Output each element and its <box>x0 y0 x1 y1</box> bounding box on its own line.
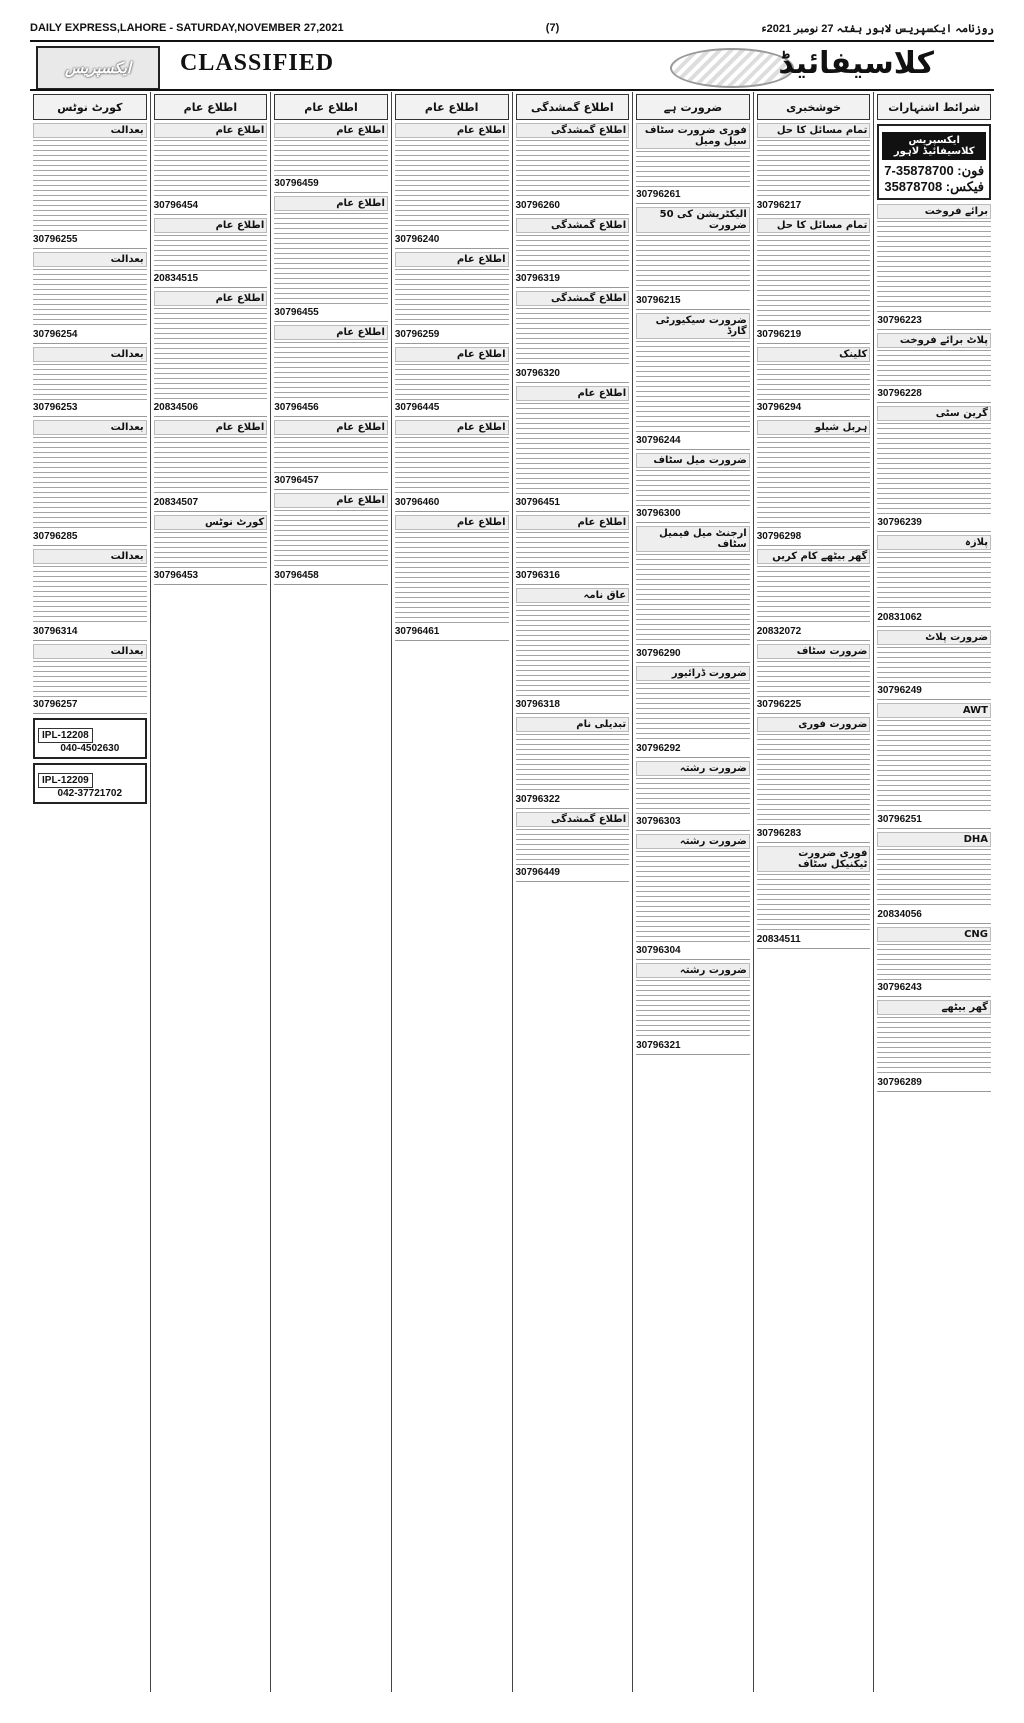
ad-body-text <box>877 552 991 610</box>
classified-ad <box>877 832 991 924</box>
ad-phone: 30796259 <box>394 329 440 340</box>
ad-phone: 30796303 <box>636 816 681 827</box>
ad-title: کلینک <box>757 347 871 362</box>
ad-body-text <box>33 364 147 400</box>
classified-ad <box>395 515 509 641</box>
bottom-notice <box>33 763 147 804</box>
ad-phone: 30796285 <box>33 531 78 542</box>
classified-ad <box>516 588 630 714</box>
classified-ad <box>516 717 630 809</box>
bottom-notice <box>33 718 147 759</box>
ad-body-text <box>274 213 388 305</box>
ad-title: گھر بیٹھے کام کریں <box>757 549 871 564</box>
classified-ad <box>33 252 147 344</box>
ad-title: اطلاع عام <box>154 123 268 138</box>
ad-body-text <box>877 423 991 515</box>
classified-ad <box>877 1000 991 1092</box>
ad-body-text <box>33 140 147 232</box>
ad-phone: 20834515 <box>153 273 199 284</box>
top-rule <box>30 40 994 42</box>
column-heading: اطلاع گمشدگی <box>516 94 630 120</box>
ad-title: تمام مسائل کا حل <box>757 123 871 138</box>
column-heading: اطلاع عام <box>154 94 268 120</box>
classified-ad <box>274 196 388 322</box>
megaphone-icon <box>670 48 794 88</box>
ad-title: اطلاع گمشدگی <box>516 812 630 827</box>
ad-phone: 30796292 <box>636 743 681 754</box>
notice-phone: 040-4502630 <box>60 743 120 754</box>
ad-phone: 30796255 <box>33 234 78 245</box>
column-heading: شرائط اشتہارات <box>877 94 991 120</box>
ad-title: اطلاع گمشدگی <box>516 123 630 138</box>
ad-body-text <box>516 235 630 271</box>
ad-title: اطلاع عام <box>395 420 509 435</box>
ad-title: اطلاع عام <box>154 420 268 435</box>
classified-title-en: CLASSIFIED <box>180 50 335 76</box>
classified-ad <box>636 453 750 523</box>
ad-title: بعدالت <box>33 420 147 435</box>
ad-phone: 20834056 <box>877 909 922 920</box>
classified-ad <box>274 493 388 585</box>
classified-ad <box>636 123 750 204</box>
ad-title: اطلاع عام <box>516 386 630 401</box>
classified-ad <box>516 291 630 383</box>
ad-title: بعدالت <box>33 123 147 138</box>
ad-body-text <box>154 308 268 400</box>
ad-title: اطلاع عام <box>516 515 630 530</box>
ad-title: ضرورت سیکیورٹی گارڈ <box>636 313 750 339</box>
notice-phone: 042-37721702 <box>57 788 123 799</box>
classified-ad <box>154 123 268 215</box>
ad-body-text <box>516 403 630 495</box>
ad-title: برائے فروخت <box>877 204 991 219</box>
ad-title: ضرورت رشتہ <box>636 963 750 978</box>
ad-title: فوری ضرورت سٹاف سیل ومیل <box>636 123 750 149</box>
classified-ad <box>757 846 871 949</box>
ad-body-text <box>395 437 509 495</box>
ad-body-text <box>877 720 991 812</box>
ad-title: اطلاع عام <box>274 123 388 138</box>
ad-phone: 30796456 <box>274 402 319 413</box>
classified-ad <box>636 666 750 758</box>
classified-ad <box>154 291 268 417</box>
ad-column <box>30 92 150 1692</box>
masthead-right: روزنامہ ایکسپریس لاہور ہفتہ 27 نومبر 2021ء <box>761 22 994 35</box>
column-heading: اطلاع عام <box>274 94 388 120</box>
classified-ad <box>636 526 750 663</box>
section-header <box>30 46 994 88</box>
ad-body-text <box>33 661 147 697</box>
ad-phone: 30796304 <box>636 945 681 956</box>
classified-ad <box>274 325 388 417</box>
ad-phone: 30796254 <box>33 329 78 340</box>
ad-phone: 20831062 <box>877 612 922 623</box>
ad-phone: 20832072 <box>756 626 802 637</box>
classified-ad <box>33 123 147 249</box>
ad-phone: 30796451 <box>515 497 560 508</box>
ad-title: پلاٹ برائے فروخت <box>877 333 991 348</box>
ad-title: ضرورت پلاٹ <box>877 630 991 645</box>
ad-body-text <box>757 437 871 529</box>
classified-ad <box>636 207 750 310</box>
ad-body-text <box>516 605 630 697</box>
ad-title: تبدیلی نام <box>516 717 630 732</box>
ad-body-text <box>877 647 991 683</box>
ad-body-text <box>877 350 991 386</box>
ad-title: CNG <box>877 927 991 942</box>
classified-ad <box>877 204 991 330</box>
classified-ad <box>636 761 750 831</box>
ad-title: اطلاع عام <box>395 347 509 362</box>
ad-body-text <box>516 734 630 792</box>
classified-ad <box>274 420 388 490</box>
classified-ad <box>33 549 147 641</box>
ad-title: اطلاع عام <box>154 291 268 306</box>
ad-title: ضرورت رشتہ <box>636 761 750 776</box>
ad-body-text <box>757 661 871 697</box>
ad-phone: 30796454 <box>153 200 199 211</box>
ad-body-text <box>877 1017 991 1075</box>
ad-phone: 30796318 <box>515 699 560 710</box>
ad-phone: 30796460 <box>394 497 440 508</box>
ad-body-text <box>154 532 268 568</box>
ad-title: اطلاع عام <box>274 493 388 508</box>
ad-phone: 30796453 <box>153 570 199 581</box>
ad-phone: 30796294 <box>756 402 802 413</box>
ad-body-text <box>757 140 871 198</box>
classified-ad <box>877 703 991 829</box>
ad-body-text <box>274 140 388 176</box>
ad-phone: 30796219 <box>756 329 802 340</box>
ad-columns <box>30 92 994 1692</box>
ad-phone: 30796319 <box>515 273 560 284</box>
classified-ad <box>154 515 268 585</box>
ad-title: تمام مسائل کا حل <box>757 218 871 233</box>
classified-ad <box>877 927 991 997</box>
ad-body-text <box>877 221 991 313</box>
ad-body-text <box>757 874 871 932</box>
ad-phone: 30796249 <box>877 685 922 696</box>
ad-title: اطلاع عام <box>274 420 388 435</box>
ad-body-text <box>757 566 871 624</box>
ad-phone: 30796449 <box>515 867 560 878</box>
ad-body-text <box>877 944 991 980</box>
ad-title: بعدالت <box>33 644 147 659</box>
ad-phone: 20834506 <box>153 402 199 413</box>
classified-ad <box>395 123 509 249</box>
ad-phone: 30796283 <box>756 828 802 839</box>
ad-column <box>632 92 753 1692</box>
column-heading: ضرورت ہے <box>636 94 750 120</box>
ad-body-text <box>516 532 630 568</box>
ad-title: ارجنٹ میل فیمیل سٹاف <box>636 526 750 552</box>
ad-body-text <box>636 341 750 433</box>
contact-label: ایکسپریس کلاسیفائیڈ لاہور <box>882 132 986 160</box>
ad-body-text <box>395 140 509 232</box>
ad-title: ضرورت فوری <box>757 717 871 732</box>
classified-ad <box>757 549 871 641</box>
ad-phone: 30796240 <box>394 234 440 245</box>
classified-ad <box>757 123 871 215</box>
ad-body-text <box>757 364 871 400</box>
ad-phone: 30796290 <box>636 648 681 659</box>
ad-body-text <box>395 269 509 327</box>
ad-phone: 30796314 <box>33 626 78 637</box>
ipl-code: IPL-12209 <box>38 773 93 788</box>
ad-body-text <box>33 566 147 624</box>
ad-body-text <box>395 364 509 400</box>
ad-body-text <box>154 235 268 271</box>
ad-phone: 30796251 <box>877 814 922 825</box>
classified-ad <box>757 218 871 344</box>
ad-phone: 30796223 <box>877 315 922 326</box>
contact-phone: فون: 35878700-7 <box>884 163 985 178</box>
ad-title: ضرورت رشتہ <box>636 834 750 849</box>
classified-ad <box>516 386 630 512</box>
ad-column <box>270 92 391 1692</box>
ad-title: ضرورت سٹاف <box>757 644 871 659</box>
classified-ad <box>395 252 509 344</box>
classified-ad <box>33 420 147 546</box>
classified-ad <box>757 644 871 714</box>
ad-body-text <box>274 342 388 400</box>
ad-body-text <box>395 532 509 624</box>
ad-body-text <box>636 235 750 293</box>
ad-phone: 30796217 <box>756 200 802 211</box>
ad-body-text <box>516 829 630 865</box>
classified-ad <box>757 420 871 546</box>
ad-phone: 30796321 <box>636 1040 681 1051</box>
ad-phone: 20834511 <box>756 934 801 945</box>
classified-ad <box>395 347 509 417</box>
ad-body-text <box>877 849 991 907</box>
ad-title: ضرورت میل سٹاف <box>636 453 750 468</box>
ad-body-text <box>516 140 630 198</box>
classified-ad <box>757 347 871 417</box>
ad-title: بعدالت <box>33 549 147 564</box>
ad-title: گرین سٹی <box>877 406 991 421</box>
classified-ad <box>395 420 509 512</box>
ad-phone: 30796461 <box>394 626 440 637</box>
ad-body-text <box>757 235 871 327</box>
ad-body-text <box>636 778 750 814</box>
ad-title: ضرورت ڈرائیور <box>636 666 750 681</box>
classified-ad <box>636 963 750 1055</box>
express-logo: ایکسپریس <box>36 46 160 90</box>
ad-title: اطلاع عام <box>395 252 509 267</box>
masthead-left: DAILY EXPRESS,LAHORE - SATURDAY,NOVEMBER 27,2021 <box>30 22 344 34</box>
ad-phone: 30796459 <box>274 178 319 189</box>
ad-phone: 30796244 <box>636 435 681 446</box>
ad-phone: 30796300 <box>636 508 681 519</box>
classified-ad <box>877 535 991 627</box>
ad-phone: 20834507 <box>153 497 199 508</box>
ad-phone: 30796322 <box>515 794 560 805</box>
column-heading: خوشخبری <box>757 94 871 120</box>
classified-ad <box>516 515 630 585</box>
ad-body-text <box>33 437 147 529</box>
contact-box <box>877 124 991 200</box>
ad-title: گھر بیٹھے <box>877 1000 991 1015</box>
ad-phone: 30796253 <box>33 402 78 413</box>
page-number: (7) <box>545 22 560 34</box>
ad-phone: 30796243 <box>877 982 922 993</box>
ad-title: اطلاع عام <box>154 218 268 233</box>
ad-title: پلازہ <box>877 535 991 550</box>
column-heading: کورٹ نوٹس <box>33 94 147 120</box>
ad-title: AWT <box>877 703 991 718</box>
classified-ad <box>877 406 991 532</box>
classified-ad <box>757 717 871 843</box>
ad-body-text <box>636 151 750 187</box>
ad-phone: 30796257 <box>33 699 78 710</box>
ad-phone: 30796457 <box>274 475 319 486</box>
ipl-code: IPL-12208 <box>38 728 93 743</box>
ad-phone: 30796228 <box>877 388 922 399</box>
ad-body-text <box>274 437 388 473</box>
ad-body-text <box>636 470 750 506</box>
ad-phone: 30796225 <box>756 699 802 710</box>
ad-title: 50 الیکٹریشن کی ضرورت <box>636 207 750 233</box>
ad-title: عاق نامہ <box>516 588 630 603</box>
classified-ad <box>516 123 630 215</box>
classified-ad <box>516 218 630 288</box>
masthead <box>30 20 994 36</box>
ad-phone: 30796298 <box>756 531 802 542</box>
ad-title: اطلاع عام <box>395 515 509 530</box>
contact-fax: فیکس: 35878708 <box>884 179 985 194</box>
classified-ad <box>636 834 750 960</box>
ad-phone: 30796215 <box>636 295 681 306</box>
classified-ad <box>33 644 147 714</box>
ad-phone: 30796316 <box>515 570 560 581</box>
classified-ad <box>274 123 388 193</box>
ad-phone: 30796289 <box>877 1077 922 1088</box>
ad-body-text <box>33 269 147 327</box>
ad-body-text <box>154 140 268 198</box>
ad-body-text <box>636 554 750 646</box>
ad-phone: 30796455 <box>274 307 319 318</box>
ad-phone: 30796239 <box>877 517 922 528</box>
ad-body-text <box>516 308 630 366</box>
ad-column <box>512 92 633 1692</box>
classified-ad <box>33 347 147 417</box>
ad-title: اطلاع عام <box>274 196 388 211</box>
classified-ad <box>877 630 991 700</box>
ad-title: DHA <box>877 832 991 847</box>
classified-ad <box>877 333 991 403</box>
ad-phone: 30796458 <box>274 570 319 581</box>
ad-title: ہربل شیلو <box>757 420 871 435</box>
ad-title: اطلاع گمشدگی <box>516 291 630 306</box>
ad-body-text <box>636 683 750 741</box>
ad-title: بعدالت <box>33 347 147 362</box>
ad-phone: 30796445 <box>394 402 440 413</box>
ad-body-text <box>636 980 750 1038</box>
classified-ad <box>636 313 750 450</box>
classified-ad <box>516 812 630 882</box>
ad-title: اطلاع گمشدگی <box>516 218 630 233</box>
ad-body-text <box>636 851 750 943</box>
header-rule <box>30 89 994 91</box>
ad-title: اطلاع عام <box>395 123 509 138</box>
classified-ad <box>154 218 268 288</box>
ad-body-text <box>757 734 871 826</box>
ad-column <box>873 92 994 1692</box>
ad-title: کورٹ نوٹس <box>154 515 268 530</box>
ad-body-text <box>274 510 388 568</box>
ad-body-text <box>154 437 268 495</box>
ad-phone: 30796320 <box>515 368 560 379</box>
ad-title: اطلاع عام <box>274 325 388 340</box>
ad-title: بعدالت <box>33 252 147 267</box>
ad-phone: 30796261 <box>636 189 681 200</box>
classified-ad <box>154 420 268 512</box>
classified-title-ur: کلاسیفائیڈ <box>778 46 934 81</box>
ad-title: فوری ضرورت ٹیکنیکل سٹاف <box>757 846 871 872</box>
ad-column <box>391 92 512 1692</box>
column-heading: اطلاع عام <box>395 94 509 120</box>
ad-phone: 30796260 <box>515 200 560 211</box>
ad-column <box>753 92 874 1692</box>
ad-column <box>150 92 271 1692</box>
